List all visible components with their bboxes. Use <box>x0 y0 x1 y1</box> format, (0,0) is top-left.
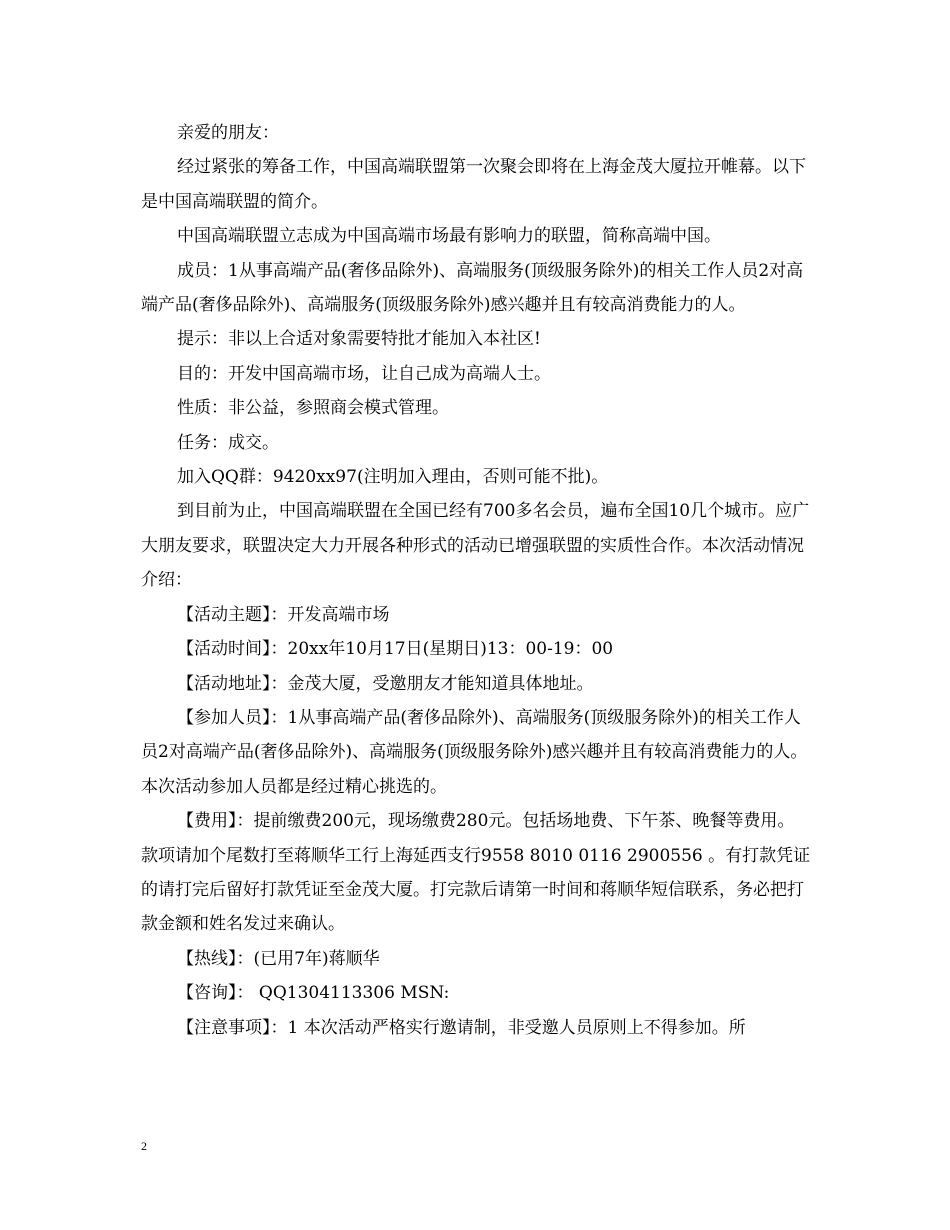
paragraph-consult: 【咨询】： QQ1304113306 MSN: <box>177 983 450 1004</box>
paragraph-members: 成员：1从事高端产品(奢侈品除外)、高端服务(顶级服务除外)的相关工作人员2对高端产品(奢侈品除外)、高端服务(顶级服务除外)感兴趣并且有较高消费能力的人。 <box>141 260 804 316</box>
paragraph-mission: 中国高端联盟立志成为中国高端市场最有影响力的联盟，简称高端中国。 <box>177 226 721 247</box>
paragraph-nature: 性质：非公益，参照商会模式管理。 <box>177 398 449 419</box>
paragraph-notice: 提示：非以上合适对象需要特批才能加入本社区! <box>177 329 541 350</box>
paragraph-event-theme: 【活动主题】：开发高端市场 <box>177 604 390 625</box>
paragraph-greeting: 亲爱的朋友： <box>177 123 279 143</box>
page-number: 2 <box>141 1139 147 1153</box>
paragraph-fees: 【费用】：提前缴费200元，现场缴费280元。包括场地费、下午茶、晚餐等费用。款项请加个尾数打至蒋顺华工行上海延西支行9558 8010 0116 2900556 。有打款凭证的请打完后留好打款凭证至金茂大厦。打完款后请第一时间和蒋顺华短信联系，务必把打款金额和姓名发过来确认。 <box>141 811 811 935</box>
document-body <box>141 116 811 1045</box>
paragraph-purpose: 目的：开发中国高端市场，让自己成为高端人士。 <box>177 363 551 384</box>
paragraph-event-address: 【活动地址】：金茂大厦，受邀朋友才能知道具体地址。 <box>177 673 594 694</box>
paragraph-participants: 【参加人员】：1从事高端产品(奢侈品除外)、高端服务(顶级服务除外)的相关工作人员2对高端产品(奢侈品除外)、高端服务(顶级服务除外)感兴趣并且有较高消费能力的人。本次活动参加人员都是经过精心挑选的。 <box>141 707 808 797</box>
paragraph-event-time: 【活动时间】：20xx年10月17日(星期日)13：00-19：00 <box>177 639 614 660</box>
paragraph-intro: 经过紧张的筹备工作，中国高端联盟第一次聚会即将在上海金茂大厦拉开帷幕。以下是中国高端联盟的简介。 <box>141 157 806 212</box>
paragraph-qq-group: 加入QQ群：9420xx97(注明加入理由，否则可能不批)。 <box>177 467 609 488</box>
paragraph-status: 到目前为止，中国高端联盟在全国已经有700多名会员，遍布全国10几个城市。应广大朋友要求，联盟决定大力开展各种形式的活动已增强联盟的实质性合作。本次活动情况介绍： <box>141 501 810 591</box>
paragraph-notes: 【注意事项】：1 本次活动严格实行邀请制，非受邀人员原则上不得参加。所 <box>177 1017 746 1038</box>
paragraph-task: 任务：成交。 <box>177 432 279 453</box>
paragraph-hotline: 【热线】：(已用7年)蒋顺华 <box>177 948 380 969</box>
